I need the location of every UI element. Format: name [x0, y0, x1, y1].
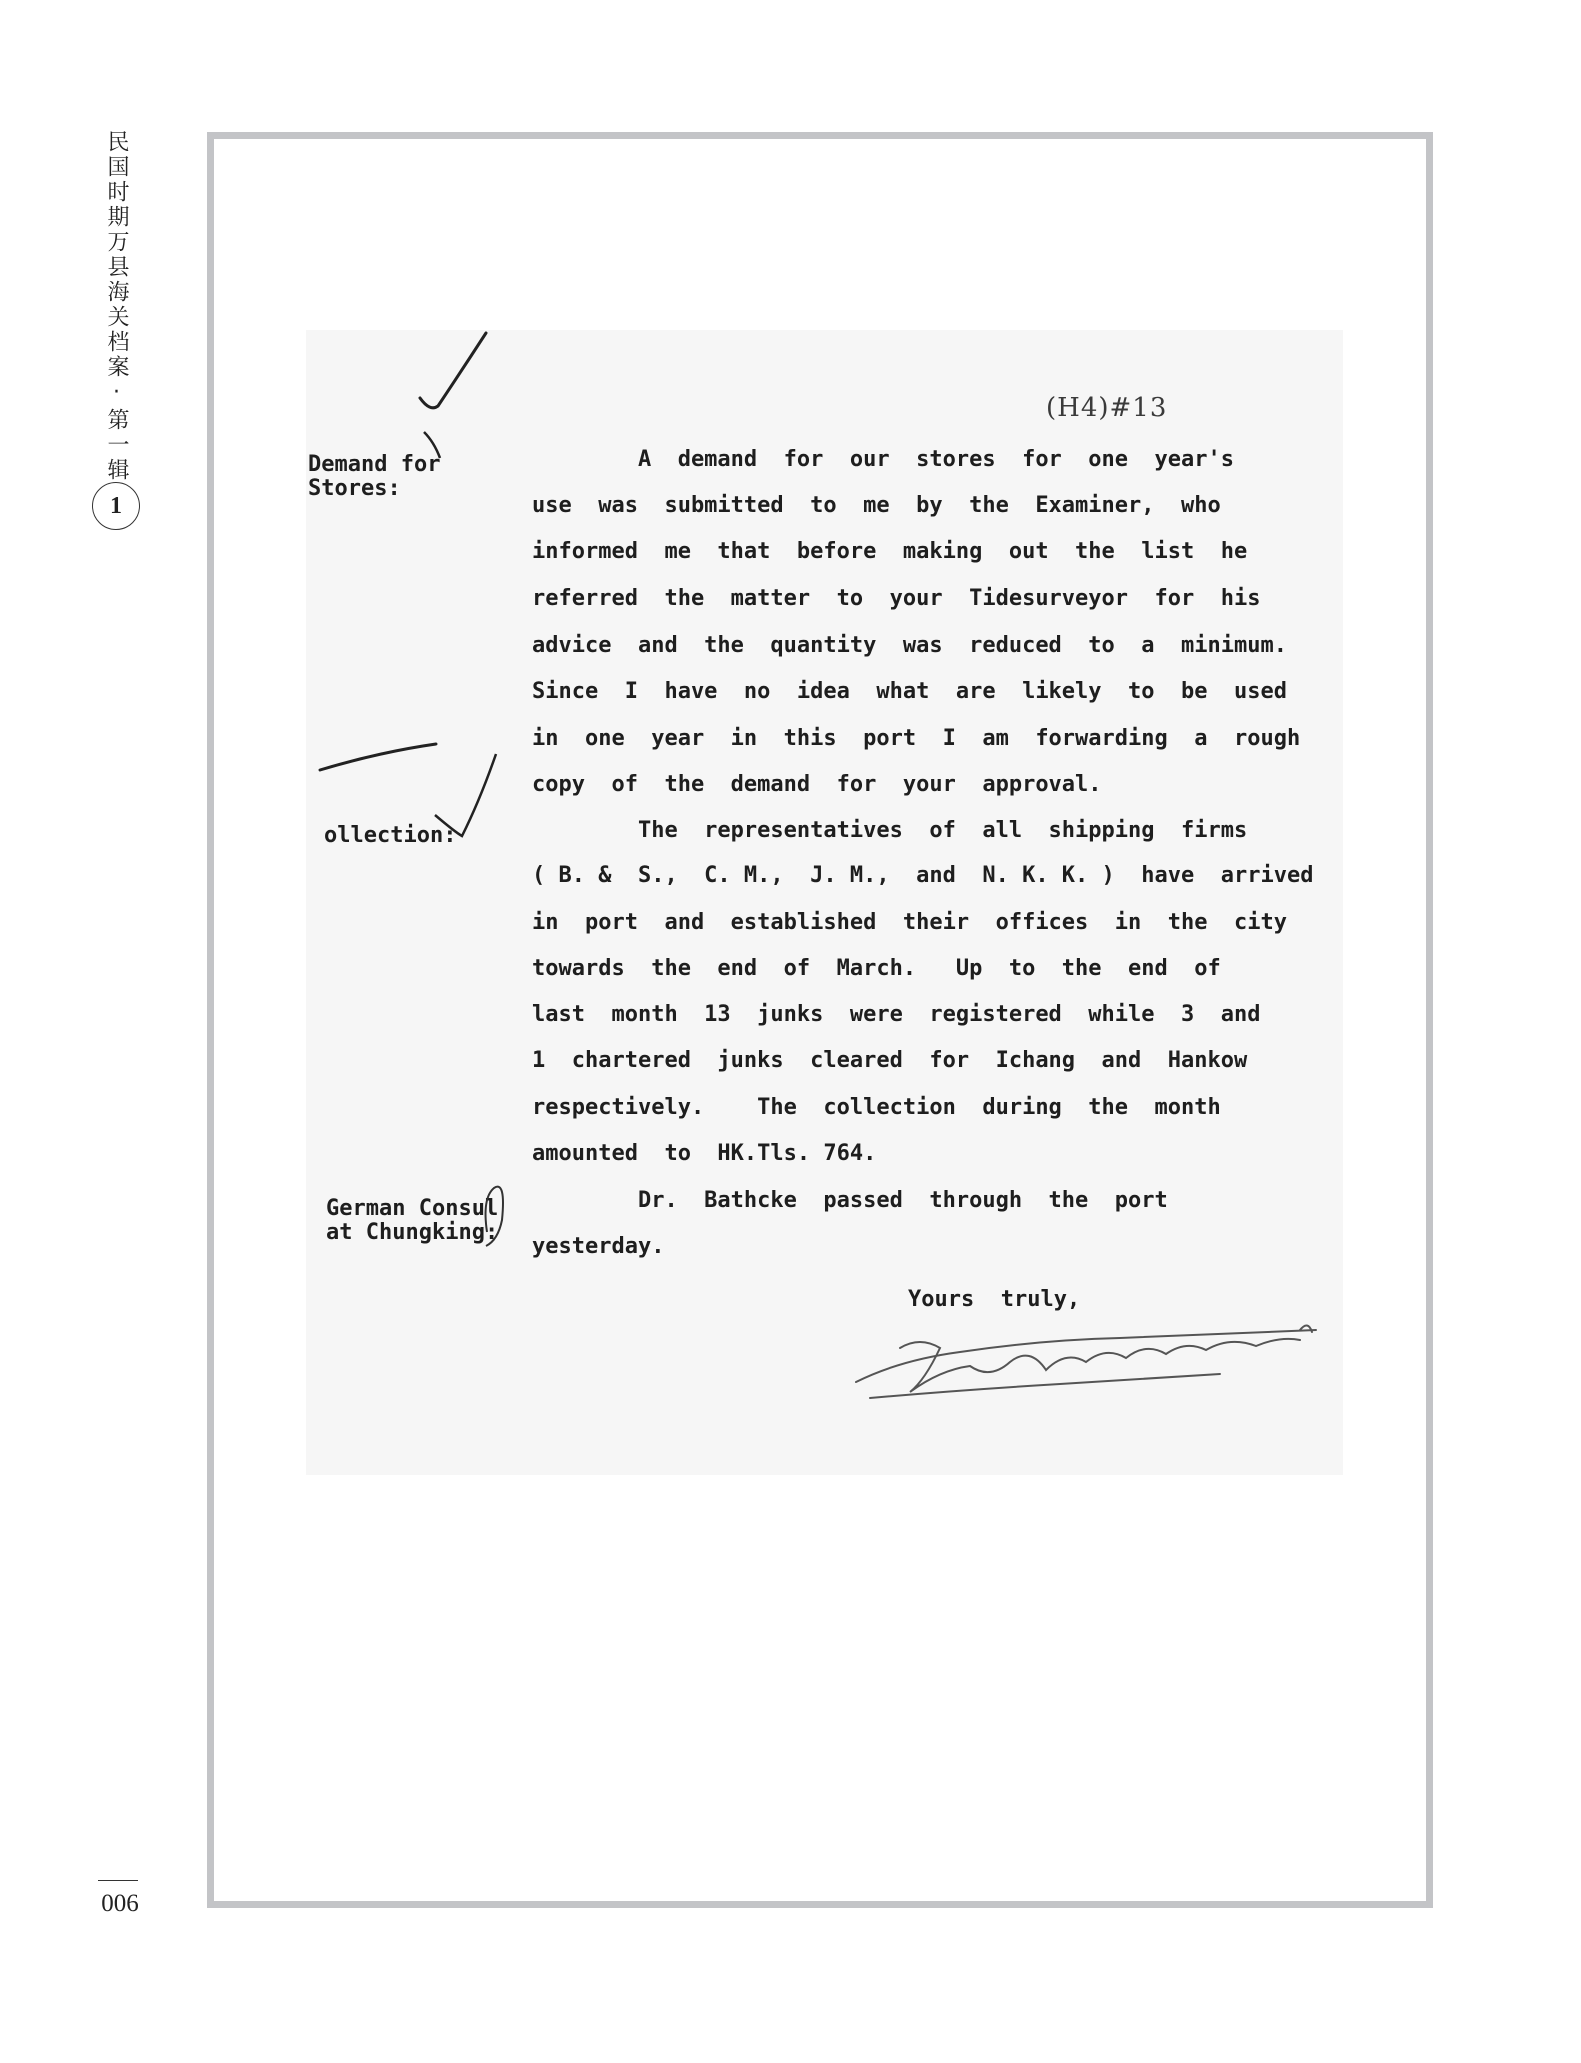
- letter-line: Dr. Bathcke passed through the port: [532, 1188, 1168, 1213]
- archive-stamp: (H4)#13: [1046, 393, 1168, 423]
- letter-line: informed me that before making out the list he: [532, 539, 1248, 564]
- letter-line: last month 13 junks were registered while 3 and: [532, 1002, 1261, 1027]
- letter-line: copy of the demand for your approval.: [532, 772, 1102, 797]
- letter-line: towards the end of March. Up to the end of: [532, 956, 1221, 981]
- letter-line: respectively. The collection during the month: [532, 1095, 1221, 1120]
- page-number: 006: [101, 1890, 139, 1917]
- letter-line: The representatives of all shipping firms: [532, 818, 1248, 843]
- letter-line: Since I have no idea what are likely to be used: [532, 679, 1287, 704]
- letter-line: in one year in this port I am forwarding a rough: [532, 726, 1301, 751]
- margin-note-demand-for-stores: Demand for Stores:: [308, 452, 441, 501]
- letter-line: advice and the quantity was reduced to a minimum.: [532, 633, 1287, 658]
- volume-badge: 1: [92, 482, 140, 530]
- letter-line: yesterday.: [532, 1234, 665, 1259]
- series-title: 民国时期万县海关档案·第一辑: [104, 130, 129, 483]
- letter-line: in port and established their offices in the city: [532, 910, 1287, 935]
- letter-line: 1 chartered junks cleared for Ichang and Hankow: [532, 1048, 1248, 1073]
- closing-line: Yours truly,: [908, 1287, 1081, 1312]
- page-number-rule: [98, 1880, 138, 1881]
- letter-line: use was submitted to me by the Examiner, who: [532, 493, 1221, 518]
- letter-line: A demand for our stores for one year's: [532, 447, 1234, 472]
- margin-note-german-consul: German Consul at Chungking:: [326, 1196, 499, 1245]
- letter-line: amounted to HK.Tls. 764.: [532, 1141, 877, 1166]
- margin-note-collection: ollection:: [324, 823, 457, 848]
- letter-line: ( B. & S., C. M., J. M., and N. K. K. ) have arrived: [532, 863, 1314, 888]
- letter-line: referred the matter to your Tidesurveyor for his: [532, 586, 1261, 611]
